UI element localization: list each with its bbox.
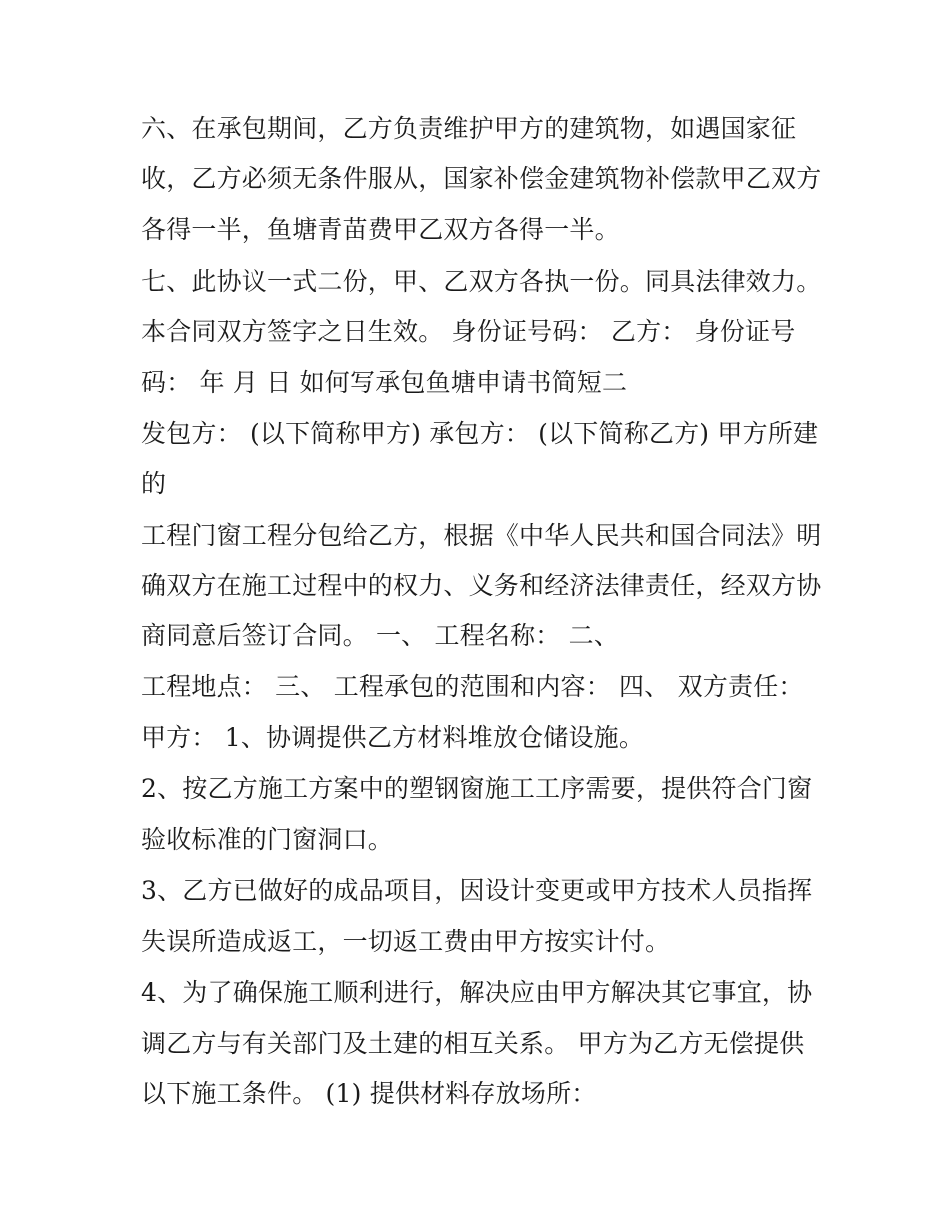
text-line: 4、为了确保施工顺利进行，解决应由甲方解决其它事宜，协 — [141, 978, 813, 1007]
text-line: 甲方： 1、协调提供乙方材料堆放仓储设施。 — [141, 723, 645, 752]
text-line: 确双方在施工过程中的权力、义务和经济法律责任，经双方协 — [141, 571, 822, 600]
text-line: 验收标准的门窗洞口。 — [141, 825, 394, 854]
text-line: 码： 年 月 日 如何写承包鱼塘申请书简短二 — [141, 368, 628, 397]
text-line: 收，乙方必须无条件服从，国家补偿金建筑物补偿款甲乙双方 — [141, 164, 822, 193]
text-line: 工程地点： 三、 工程承包的范围和内容： 四、 双方责任： — [141, 672, 804, 701]
text-line: 3、乙方已做好的成品项目，因设计变更或甲方技术人员指挥 — [141, 876, 813, 905]
text-line: 的 — [141, 469, 167, 498]
text-line: 六、在承包期间，乙方负责维护甲方的建筑物，如遇国家征 — [141, 114, 797, 143]
text-line: 工程门窗工程分包给乙方，根据《中华人民共和国合同法》明 — [141, 521, 822, 550]
text-line: 调乙方与有关部门及土建的相互关系。 甲方为乙方无偿提供 — [141, 1029, 805, 1058]
text-line: 失误所造成返工，一切返工费由甲方按实计付。 — [141, 927, 671, 956]
text-line: 七、此协议一式二份，甲、乙双方各执一份。同具法律效力。 — [141, 267, 822, 296]
text-line: 商同意后签订合同。 一、 工程名称： 二、 — [141, 621, 620, 650]
text-line: 本合同双方签字之日生效。 身份证号码： 乙方： 身份证号 — [141, 317, 796, 346]
text-line: 发包方： (以下简称甲方) 承包方： (以下简称乙方) 甲方所建 — [141, 419, 819, 448]
text-line: 2、按乙方施工方案中的塑钢窗施工工序需要，提供符合门窗 — [141, 774, 813, 803]
text-line: 各得一半，鱼塘青苗费甲乙双方各得一半。 — [141, 215, 620, 244]
text-line: 以下施工条件。 (1) 提供材料存放场所： — [141, 1079, 597, 1108]
